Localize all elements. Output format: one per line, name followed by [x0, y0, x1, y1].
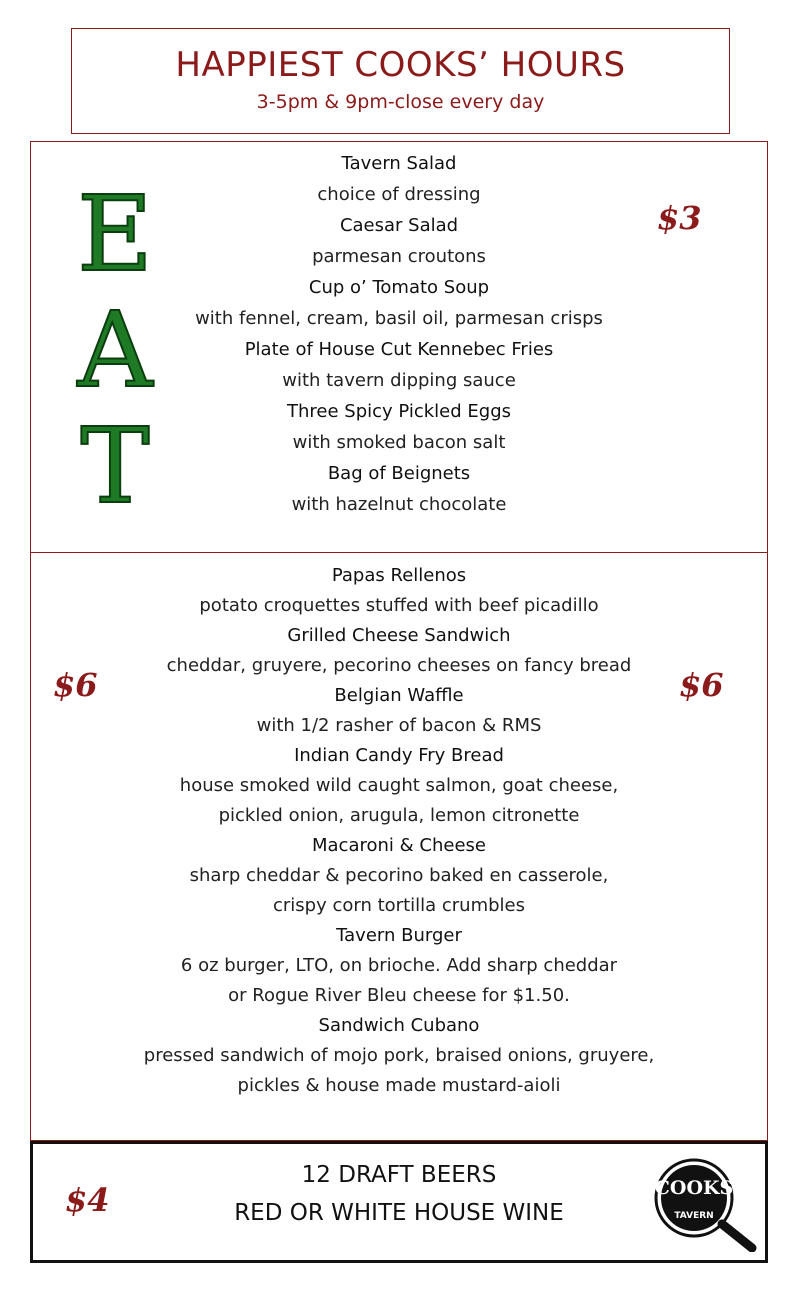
price-three: $3: [657, 199, 702, 237]
item-desc: 6 oz burger, LTO, on brioche. Add sharp cheddar: [180, 955, 618, 976]
menu-item: [31, 681, 767, 741]
item-name: Bag of Beignets: [327, 463, 471, 484]
six-menu-list: [31, 561, 767, 1101]
menu-item: [31, 273, 767, 335]
item-desc: pickles & house made mustard-aioli: [237, 1075, 561, 1096]
item-name: Tavern Burger: [336, 925, 462, 946]
menu-item: [31, 149, 767, 211]
item-name: Cup o’ Tomato Soup: [308, 277, 490, 298]
item-desc: crispy corn tortilla crumbles: [273, 895, 525, 916]
item-desc: choice of dressing: [317, 184, 481, 205]
item-name: Plate of House Cut Kennebec Fries: [244, 339, 554, 360]
item-name: Macaroni & Cheese: [312, 835, 486, 856]
logo-text-top: COOKS: [654, 1177, 734, 1199]
eat-menu-list: [31, 149, 767, 521]
menu-item: [31, 459, 767, 521]
page-title: HAPPIEST COOKS’ HOURS: [175, 45, 626, 85]
drink-line: 12 DRAFT BEERS: [301, 1162, 497, 1188]
eat-letter-t: T: [80, 405, 150, 527]
item-name: Papas Rellenos: [331, 565, 467, 586]
section-six: [30, 553, 768, 1141]
item-desc: with fennel, cream, basil oil, parmesan crisps: [195, 308, 603, 329]
menu-item: [31, 397, 767, 459]
item-desc: with 1/2 rasher of bacon & RMS: [256, 715, 542, 736]
item-name: Three Spicy Pickled Eggs: [286, 401, 511, 422]
item-desc: potato croquettes stuffed with beef picadillo: [199, 595, 599, 616]
price-six-left: $6: [53, 666, 98, 704]
menu-item: [31, 921, 767, 1011]
menu-item: [31, 335, 767, 397]
menu-item: [31, 561, 767, 621]
price-four: $4: [65, 1181, 110, 1219]
item-desc: with tavern dipping sauce: [282, 370, 516, 391]
item-desc: cheddar, gruyere, pecorino cheeses on fancy bread: [166, 655, 632, 676]
menu-item: [31, 211, 767, 273]
menu-item: [31, 1011, 767, 1101]
item-desc: with smoked bacon salt: [292, 432, 506, 453]
menu-item: [31, 831, 767, 921]
item-desc: parmesan croutons: [312, 246, 486, 267]
menu-item: [31, 621, 767, 681]
item-desc: or Rogue River Bleu cheese for $1.50.: [228, 985, 570, 1006]
price-six-right: $6: [679, 666, 724, 704]
drink-line: RED OR WHITE HOUSE WINE: [234, 1200, 564, 1226]
section-drinks: [30, 1141, 768, 1263]
item-desc: sharp cheddar & pecorino baked en casserole,: [189, 865, 609, 886]
header-box: [71, 28, 730, 134]
item-name: Indian Candy Fry Bread: [294, 745, 504, 766]
item-desc: pressed sandwich of mojo pork, braised onions, gruyere,: [143, 1045, 655, 1066]
logo-text-bottom: TAVERN: [674, 1211, 714, 1221]
menu-item: [31, 741, 767, 831]
eat-letter-a: A: [77, 289, 153, 411]
item-name: Belgian Waffle: [334, 685, 464, 706]
item-desc: pickled onion, arugula, lemon citronette: [218, 805, 580, 826]
item-desc: with hazelnut chocolate: [291, 494, 507, 515]
item-name: Grilled Cheese Sandwich: [287, 625, 511, 646]
cooks-tavern-logo-icon: [650, 1152, 760, 1252]
section-eat: [30, 141, 768, 553]
item-name: Tavern Salad: [341, 153, 457, 174]
item-name: Caesar Salad: [339, 215, 459, 236]
hours-subtitle: 3-5pm & 9pm-close every day: [256, 91, 545, 113]
item-name: Sandwich Cubano: [318, 1015, 480, 1036]
eat-letter-e: E: [77, 173, 153, 295]
item-desc: house smoked wild caught salmon, goat cheese,: [179, 775, 619, 796]
